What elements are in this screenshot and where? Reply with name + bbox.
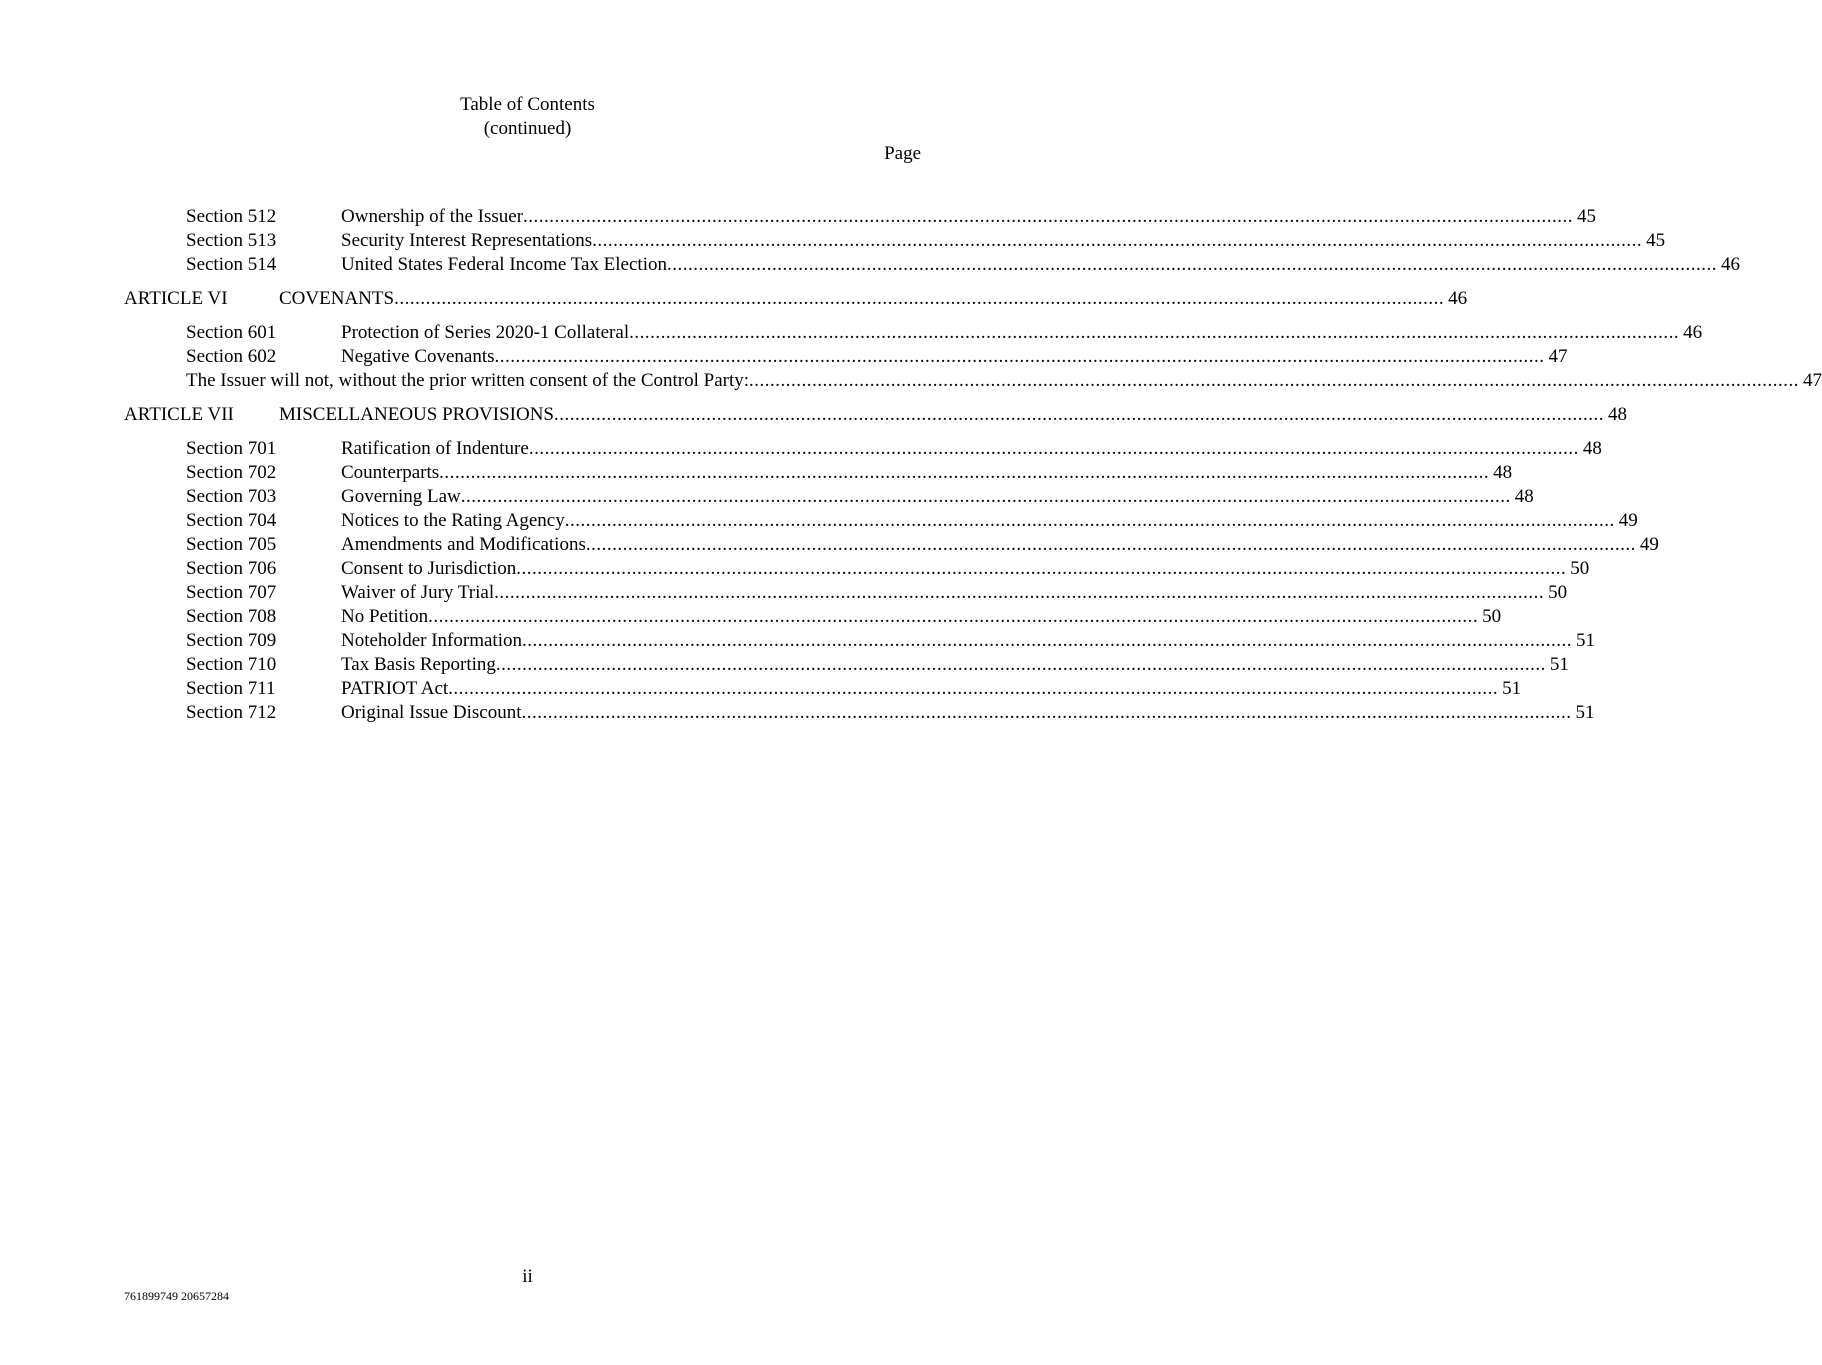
dot-leader: ........................................................................................................................................................................................................ [585,534,1636,555]
toc-entry-page: 51 [1575,702,1595,723]
toc-entry-page: 48 [1582,438,1602,459]
toc-entry-label: Section 705 [186,534,277,555]
toc-section-entry [0,605,1502,629]
toc-entry-page: 50 [1482,606,1502,627]
toc-section-entry [0,677,1522,701]
toc-entry-label: Section 514 [186,254,277,275]
toc-entry-page: 49 [1639,534,1659,555]
toc-entry-label: Section 706 [186,558,277,579]
toc-entry-page: 48 [1608,404,1627,425]
toc-entry-label: ARTICLE VI [124,288,228,309]
toc-entry-label: Section 708 [186,606,277,627]
toc-entry-title: Notices to the Rating Agency [341,510,565,531]
toc-entry-page: 45 [1646,230,1666,251]
toc-subtitle: (continued) [483,118,572,139]
dot-leader: ........................................................................................................................................................................................................ [448,678,1499,699]
toc-section-entry [0,701,1595,725]
toc-entry-title: United States Federal Income Tax Election [341,254,667,275]
toc-entry-title: Amendments and Modifications [341,534,586,555]
dot-leader: ........................................................................................................................................................................................................ [494,346,1545,367]
dot-leader: ........................................................................................................................................................................................................ [495,654,1546,675]
dot-leader: ........................................................................................................................................................................................................ [494,582,1545,603]
toc-entry-page: 51 [1549,654,1569,675]
toc-entry-title: Waiver of Jury Trial [341,582,495,603]
toc-section-entry [0,253,1740,277]
toc-entry-page: 46 [1448,288,1468,309]
dot-leader: ........................................................................................................................................................................................................ [439,462,1490,483]
toc-entry-page: 47 [1803,370,1822,391]
toc-entry-title: Negative Covenants [341,346,495,367]
toc-section-entry [0,461,1513,485]
toc-section-entry [0,345,1568,369]
toc-entry-label: Section 711 [186,678,276,699]
toc-entry-page: 51 [1575,630,1595,651]
toc-entry-title: COVENANTS [279,288,395,309]
toc-entry-title: Tax Basis Reporting [341,654,496,675]
page-number: ii [522,1266,533,1287]
toc-entry-label: Section 703 [186,486,277,507]
toc-entry-label: Section 712 [186,702,277,723]
dot-leader: ........................................................................................................................................................................................................ [428,606,1479,627]
dot-leader: ........................................................................................................................................................................................................ [528,438,1579,459]
dot-leader: ........................................................................................................................................................................................................ [521,630,1572,651]
dot-leader: ........................................................................................................................................................................................................ [523,206,1574,227]
toc-entry-page: 48 [1493,462,1513,483]
toc-section-entry [0,485,1534,509]
toc-entry-label: Section 709 [186,630,277,651]
dot-leader: ........................................................................................................................................................................................................ [564,510,1615,531]
dot-leader: ........................................................................................................................................................................................................ [749,370,1800,391]
toc-entry-label: Section 512 [186,206,277,227]
toc-entry-page: 46 [1683,322,1703,343]
toc-entry-page: 48 [1514,486,1534,507]
toc-section-entry [0,205,1597,229]
toc-section-entry [0,533,1659,557]
toc-entry-label: Section 701 [186,438,277,459]
document-id: 761899749 20657284 [124,1289,229,1303]
toc-entry-label: Section 702 [186,462,277,483]
toc-section-entry [0,557,1590,581]
toc-section-entry [0,509,1638,533]
dot-leader: ........................................................................................................................................................................................................ [592,230,1643,251]
toc-note-entry [0,369,1822,393]
dot-leader: ........................................................................................................................................................................................................ [629,322,1680,343]
toc-entry-label: Section 710 [186,654,277,675]
toc-entry-label: ARTICLE VII [124,404,234,425]
toc-article-entry [0,403,1627,427]
toc-article-entry [0,287,1468,311]
toc-entry-title: The Issuer will not, without the prior written consent of the Control Party: [186,370,750,391]
toc-entry-title: PATRIOT Act [341,678,449,699]
toc-entry-title: Ratification of Indenture [341,438,529,459]
toc-title: Table of Contents [460,94,595,115]
toc-entry-label: Section 704 [186,510,277,531]
toc-entry-page: 47 [1548,346,1568,367]
dot-leader: ........................................................................................................................................................................................................ [554,404,1604,425]
dot-leader: ........................................................................................................................................................................................................ [516,558,1567,579]
toc-entry-title: Original Issue Discount [341,702,522,723]
dot-leader: ........................................................................................................................................................................................................ [460,486,1511,507]
toc-section-entry [0,437,1602,461]
toc-entry-title: No Petition [341,606,429,627]
toc-entry-title: MISCELLANEOUS PROVISIONS [279,404,554,425]
toc-section-entry [0,653,1569,677]
toc-entry-label: Section 602 [186,346,277,367]
dot-leader: ........................................................................................................................................................................................................ [521,702,1572,723]
toc-entry-title: Ownership of the Issuer [341,206,524,227]
toc-section-entry [0,229,1666,253]
toc-entry-title: Consent to Jurisdiction [341,558,517,579]
toc-section-entry [0,629,1595,653]
toc-entry-title: Counterparts [341,462,440,483]
toc-entry-page: 45 [1577,206,1597,227]
dot-leader: ........................................................................................................................................................................................................ [666,254,1717,275]
toc-entry-label: Section 601 [186,322,277,343]
page-column-header: Page [884,143,921,164]
dot-leader: ........................................................................................................................................................................................................ [394,288,1445,309]
toc-entry-title: Governing Law [341,486,461,507]
toc-entry-page: 46 [1720,254,1740,275]
toc-entry-page: 49 [1618,510,1638,531]
toc-entry-label: Section 707 [186,582,277,603]
toc-entry-title: Noteholder Information [341,630,522,651]
toc-entry-page: 50 [1570,558,1590,579]
toc-section-entry [0,321,1703,345]
toc-section-entry [0,581,1568,605]
toc-entry-title: Security Interest Representations [341,230,593,251]
toc-entry-title: Protection of Series 2020-1 Collateral [341,322,630,343]
toc-entry-page: 51 [1502,678,1522,699]
toc-entry-label: Section 513 [186,230,277,251]
toc-entry-page: 50 [1548,582,1568,603]
